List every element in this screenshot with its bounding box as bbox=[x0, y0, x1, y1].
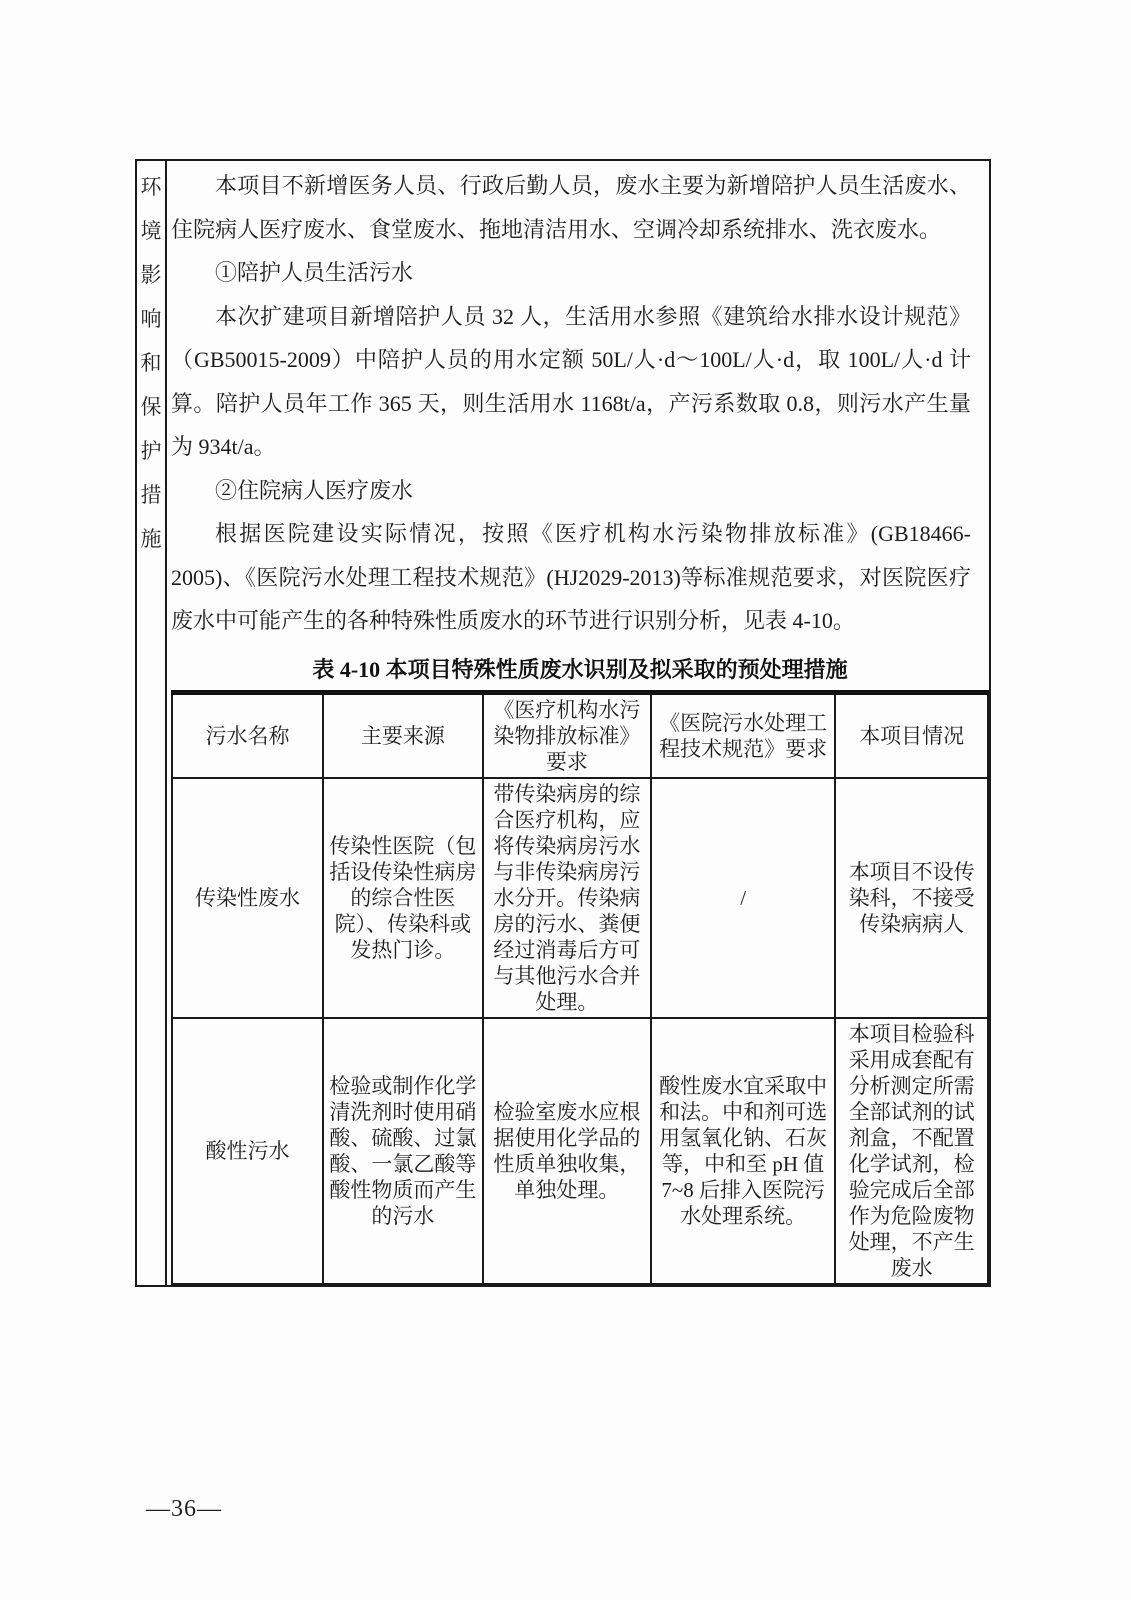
col-header-sewage-name: 污水名称 bbox=[172, 692, 323, 778]
table-row-infectious-wastewater bbox=[172, 778, 988, 1018]
cell-sewage-name: 酸性污水 bbox=[172, 1018, 323, 1284]
paragraph-heading-inpatient-wastewater: ②住院病人医疗废水 bbox=[215, 477, 414, 503]
table-row-acidic-sewage bbox=[172, 1018, 988, 1284]
cell-content bbox=[167, 161, 989, 1285]
paragraph-wastewater-overview: 本项目不新增医务人员、行政后勤人员，废水主要为新增陪护人员生活废水、住院病人医疗废水、食堂废水、拖地清洁用水、空调冷却系统排水、洗衣废水。 bbox=[171, 173, 971, 242]
cell-hj-requirement: / bbox=[651, 778, 835, 1018]
row-header-vertical-label: 环境影响和保护措施 bbox=[137, 161, 167, 1285]
paragraph-standards-reference: 根据医院建设实际情况，按照《医疗机构水污染物排放标准》(GB18466-2005)、《医院污水处理工程技术规范》(HJ2029-2013)等标准规范要求，对医院医疗废水中可能产生的各种特殊性质废水的环节进行识别分析，见表 4-10。 bbox=[171, 521, 971, 633]
table-header-row bbox=[172, 692, 988, 778]
col-header-hj-spec-requirement: 《医院污水处理工程技术规范》要求 bbox=[651, 692, 835, 778]
environmental-measures-cell bbox=[135, 159, 991, 1287]
cell-main-source: 传染性医院（包括设传染性病房的综合性医院）、传染科或发热门诊。 bbox=[323, 778, 483, 1018]
col-header-main-source: 主要来源 bbox=[323, 692, 483, 778]
table-title: 表 4-10 本项目特殊性质废水识别及拟采取的预处理措施 bbox=[312, 656, 848, 682]
cell-hj-requirement: 酸性废水宜采取中和法。中和剂可选用氢氧化钠、石灰等，中和至 pH 值 7~8 后排入医院污水处理系统。 bbox=[651, 1018, 835, 1284]
cell-project-situation: 本项目检验科采用成套配有分析测定所需全部试剂的试剂盒，不配置化学试剂，检验完成后全部作为危险废物处理，不产生废水 bbox=[835, 1018, 988, 1284]
cell-sewage-name: 传染性废水 bbox=[172, 778, 323, 1018]
wastewater-identification-table bbox=[171, 690, 989, 1285]
col-header-gb-standard-requirement: 《医疗机构水污染物排放标准》要求 bbox=[483, 692, 651, 778]
paragraph-caregiver-water-calc: 本次扩建项目新增陪护人员 32 人，生活用水参照《建筑给水排水设计规范》（GB50015-2009）中陪护人员的用水定额 50L/人·d～100L/人·d，取 100L/人·d 计算。陪护人员年工作 365 天，则生活用水 1168t/a，产污系数取 0.8，则污水产生量为 934t/a。 bbox=[171, 303, 971, 459]
cell-project-situation: 本项目不设传染科，不接受传染病病人 bbox=[835, 778, 988, 1018]
col-header-project-situation: 本项目情况 bbox=[835, 692, 988, 778]
cell-gb-requirement: 带传染病房的综合医疗机构，应将传染病房污水与非传染病房污水分开。传染病房的污水、粪便经过消毒后方可与其他污水合并处理。 bbox=[483, 778, 651, 1018]
cell-gb-requirement: 检验室废水应根据使用化学品的性质单独收集，单独处理。 bbox=[483, 1018, 651, 1284]
paragraph-heading-caregiver-sewage: ①陪护人员生活污水 bbox=[215, 260, 414, 285]
cell-main-source: 检验或制作化学清洗剂时使用硝酸、硫酸、过氯酸、一氯乙酸等酸性物质而产生的污水 bbox=[323, 1018, 483, 1284]
page-number: —36— bbox=[146, 1496, 222, 1522]
